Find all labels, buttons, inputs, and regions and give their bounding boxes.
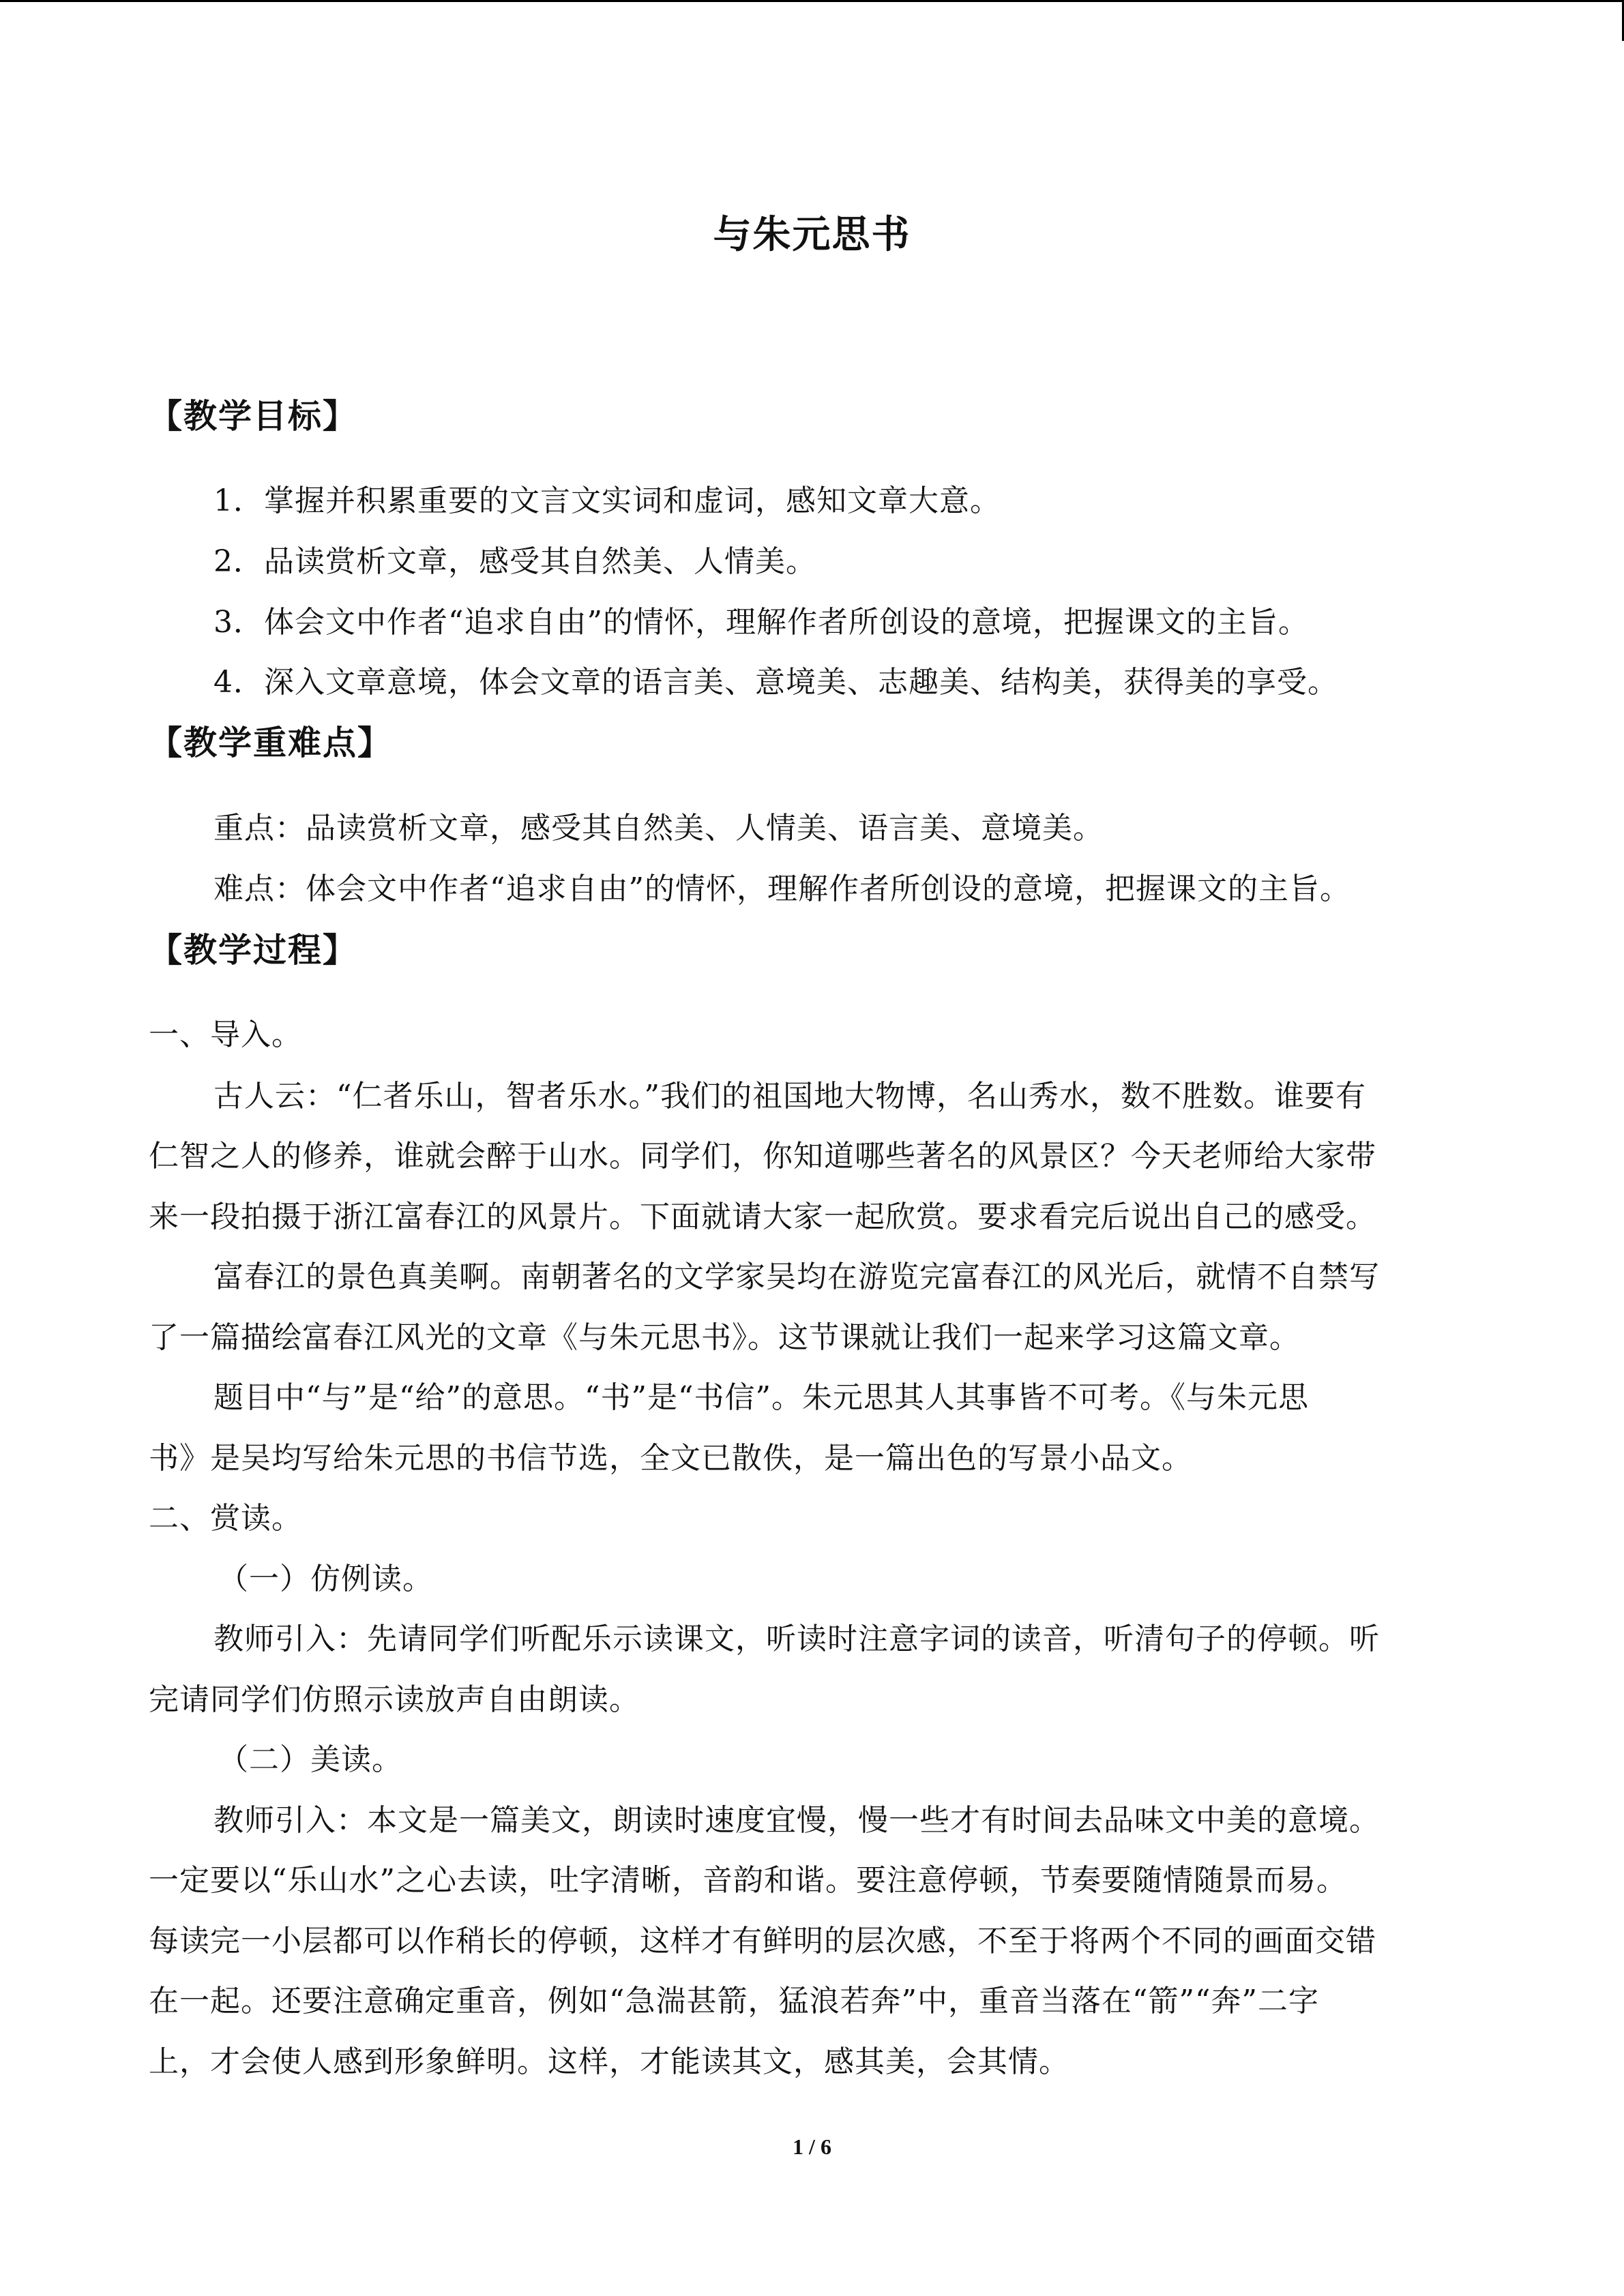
intro-line-3: 来一段拍摄于浙江富春江的风景片。下面就请大家一起欣赏。要求看完后说出自己的感受。 [149, 1199, 1376, 1234]
beauty-line-3: 每读完一小层都可以作稍长的停顿，这样才有鲜明的层次感，不至于将两个不同的画面交错 [149, 1924, 1376, 1958]
intro-line-7: 书》是吴均写给朱元思的书信节选，全文已散佚，是一篇出色的写景小品文。 [149, 1441, 1192, 1476]
subsection-beautiful-reading: （二）美读。 [218, 1742, 402, 1777]
intro-line-2: 仁智之人的修养，谁就会醉于山水。同学们，你知道哪些著名的风景区？今天老师给大家带 [149, 1139, 1376, 1174]
document-title: 与朱元思书 [713, 213, 911, 257]
difficult-point: 难点：体会文中作者“追求自由”的情怀，理解作者所创设的意境，把握课文的主旨。 [213, 871, 1350, 906]
intro-line-5: 了一篇描绘富春江风光的文章《与朱元思书》。这节课就让我们一起来学习这篇文章。 [149, 1320, 1300, 1355]
intro-line-6: 题目中“与”是“给”的意思。“书”是“书信”。朱元思其人其事皆不可考。《与朱元思 [213, 1380, 1309, 1415]
subsection-imitate-reading: （一）仿例读。 [218, 1562, 433, 1596]
intro-line-4: 富春江的景色真美啊。南朝著名的文学家吴均在游览完富春江的风光后，就情不自禁写 [213, 1259, 1380, 1294]
key-point: 重点：品读赏析文章，感受其自然美、人情美、语言美、意境美。 [213, 811, 1104, 846]
section-heading-key-points: 【教学重难点】 [149, 724, 393, 762]
part-heading-intro: 一、导入。 [149, 1017, 302, 1052]
imitate-line-1: 教师引入：先请同学们听配乐示读课文，听读时注意字词的读音，听清句子的停顿。听 [213, 1622, 1380, 1656]
beauty-line-1: 教师引入：本文是一篇美文，朗读时速度宜慢，慢一些才有时间去品味文中美的意境。 [213, 1803, 1380, 1838]
goal-item-1: 1．掌握并积累重要的文言文实词和虚词，感知文章大意。 [213, 483, 1001, 518]
beauty-line-5: 上，才会使人感到形象鲜明。这样，才能读其文，感其美，会其情。 [149, 2044, 1069, 2079]
beauty-line-4: 在一起。还要注意确定重音，例如“急湍甚箭，猛浪若奔”中，重音当落在“箭”“奔”二字 [149, 1984, 1319, 2018]
intro-line-1: 古人云：“仁者乐山，智者乐水。”我们的祖国地大物博，名山秀水，数不胜数。谁要有 [213, 1079, 1366, 1114]
section-heading-process: 【教学过程】 [149, 931, 358, 970]
beauty-line-2: 一定要以“乐山水”之心去读，吐字清晰，音韵和谐。要注意停顿，节奏要随情随景而易。 [149, 1863, 1347, 1898]
goal-item-3: 3．体会文中作者“追求自由”的情怀，理解作者所创设的意境，把握课文的主旨。 [213, 605, 1309, 640]
part-heading-appreciation: 二、赏读。 [149, 1501, 302, 1536]
top-border [0, 0, 1624, 2]
goal-item-2: 2．品读赏析文章，感受其自然美、人情美。 [213, 544, 816, 579]
goal-item-4: 4．深入文章意境，体会文章的语言美、意境美、志趣美、结构美，获得美的享受。 [213, 665, 1338, 700]
section-heading-goals: 【教学目标】 [149, 397, 358, 436]
page-number: 1 / 6 [793, 2134, 831, 2159]
imitate-line-2: 完请同学们仿照示读放声自由朗读。 [149, 1682, 640, 1717]
